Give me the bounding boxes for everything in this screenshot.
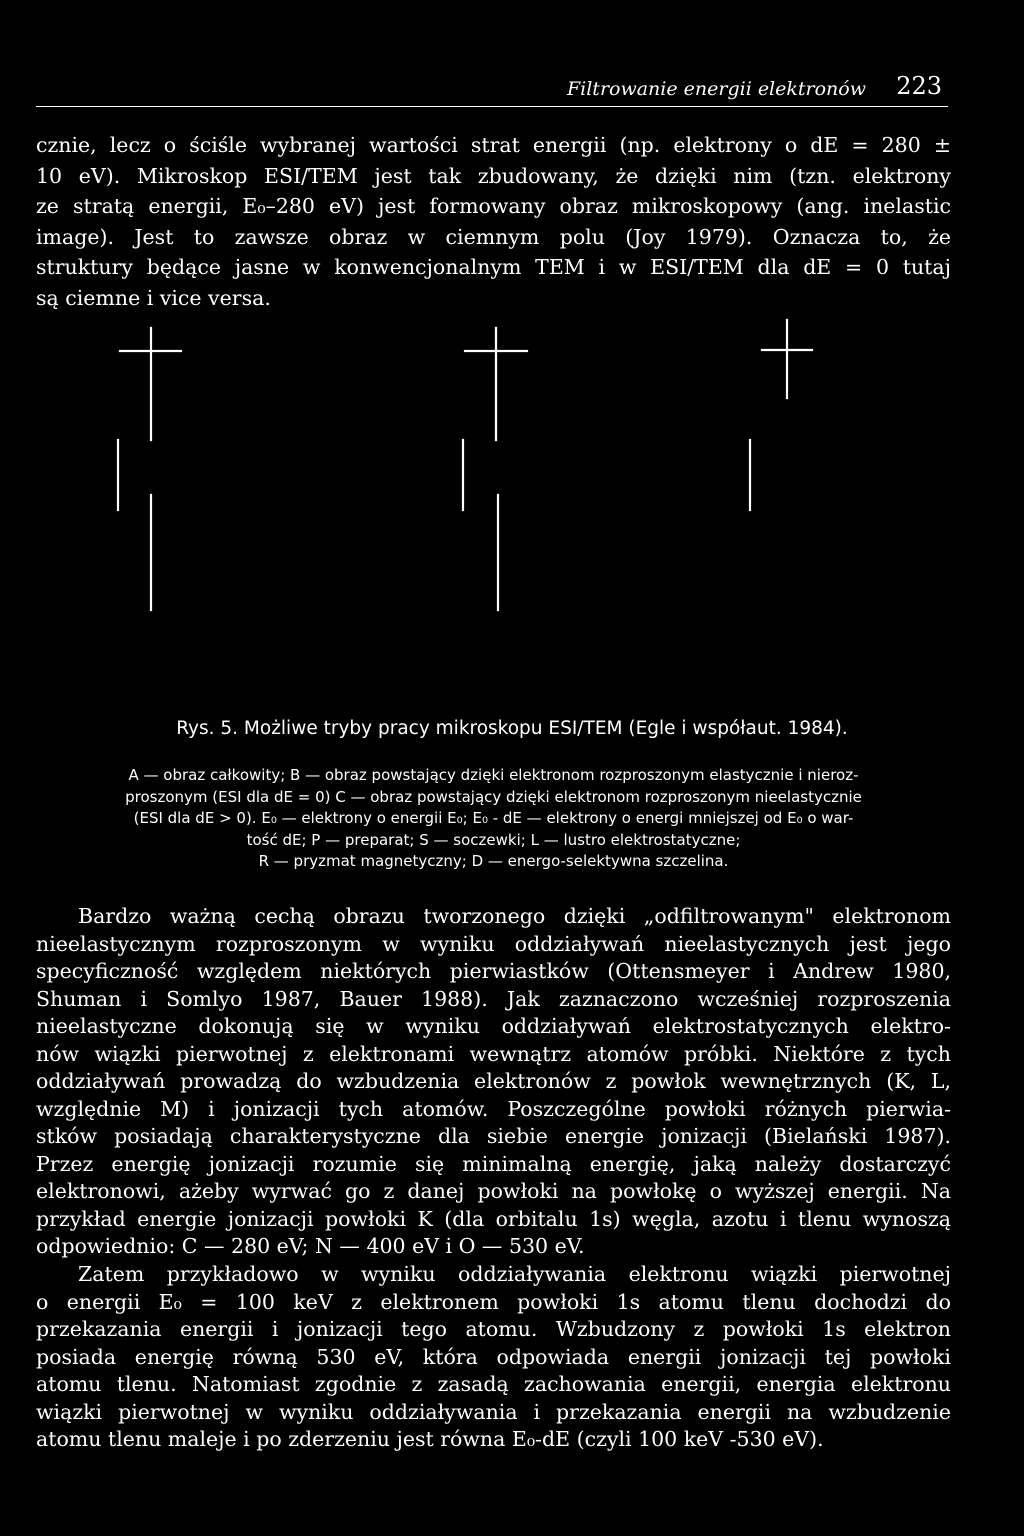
text-line: specyficzność względem niektórych pierwiastków (Ottensmeyer i Andrew 1980, — [36, 959, 951, 983]
text-line: przykład energie jonizacji powłoki K (dla orbitalu 1s) węgla, azotu i tlenu wynoszą — [36, 1206, 951, 1231]
text-line: wiązki pierwotnej w wyniku oddziaływania i przekazania energii na wzbudzenie — [36, 1399, 951, 1424]
text-line: nieelastycznym rozproszonym w wyniku oddziaływań nieelastycznych jest jego — [36, 931, 951, 956]
text-line: o energii E₀ = 100 keV z elektronem powłoki 1s atomu tlenu dochodzi do — [36, 1289, 951, 1314]
text-line: posiada energię równą 530 eV, która odpowiada energii jonizacji tej powłoki — [36, 1344, 951, 1369]
text-line: 10 eV). Mikroskop ESI/TEM jest tak zbudowany, że dzięki nim (tzn. elektrony — [36, 163, 951, 188]
legend-line: A — obraz całkowity; B — obraz powstający dzięki elektronom rozproszonym elastycznie i nieroz- — [128, 766, 859, 784]
text-line: nieelastyczne dokonują się w wyniku oddziaływań elektrostatycznych elektro- — [36, 1014, 951, 1038]
text-line: Shuman i Somlyo 1987, Bauer 1988). Jak zaznaczono wcześniej rozproszenia — [36, 986, 951, 1011]
text-line: image). Jest to zawsze obraz w ciemnym polu (Joy 1979). Oznacza to, że — [36, 224, 951, 249]
figure-diagram — [0, 310, 1024, 710]
text-line: Przez energię jonizacji rozumie się minimalną energię, jaką należy dostarczyć — [36, 1151, 951, 1176]
figure-microscope-modes — [0, 310, 1024, 710]
legend-line: (ESI dla dE > 0). E₀ — elektrony o energii E₀; E₀ - dE — elektrony o energi mniejszej od E₀ o war- — [133, 809, 854, 827]
text-line: względnie M) i jonizacji tych atomów. Poszczególne powłoki różnych pierwia- — [36, 1096, 951, 1121]
text-line: przekazania energii i jonizacji tego atomu. Wzbudzony z powłoki 1s elektron — [36, 1317, 951, 1341]
legend-line: proszonym (ESI dla dE = 0) C — obraz powstający dzięki elektronom rozproszonym nieelastycznie — [125, 787, 862, 806]
text-line: oddziaływań prowadzą do wzbudzenia elektronów z powłok wewnętrznych (K, L, — [36, 1069, 951, 1093]
text-line: elektronowi, ażeby wyrwać go z danej powłoki na powłokę o wyższej energii. Na — [36, 1179, 951, 1203]
body-paragraph-1 — [36, 903, 951, 1261]
text-line: ze stratą energii, E₀–280 eV) jest formowany obraz mikroskopowy (ang. inelastic — [36, 194, 951, 218]
text-line: stków posiadają charakterystyczne dla siebie energie jonizacji (Bielański 1987). — [36, 1124, 951, 1148]
text-line: są ciemne i vice versa. — [36, 285, 271, 310]
text-line: struktury będące jasne w konwencjonalnym TEM i w ESI/TEM dla dE = 0 tutaj — [36, 255, 951, 279]
text-line: cznie, lecz o ściśle wybranej wartości strat energii (np. elektrony o dE = 280 ± — [36, 133, 951, 157]
page-number: 223 — [896, 72, 942, 100]
body-paragraph-2 — [36, 1261, 951, 1454]
text-line: Zatem przykładowo w wyniku oddziaływania elektronu wiązki pierwotnej — [78, 1262, 951, 1286]
legend-line: tość dE; P — preparat; S — soczewki; L — lustro elektrostatyczne; — [246, 830, 741, 849]
text-line: nów wiązki pierwotnej z elektronami wewnątrz atomów próbki. Niektóre z tych — [36, 1041, 951, 1066]
page-header — [36, 70, 948, 107]
running-title: Filtrowanie energii elektronów — [566, 78, 866, 100]
text-line: atomu tlenu. Natomiast zgodnie z zasadą zachowania energii, energia elektronu — [36, 1372, 951, 1396]
beam-diagram-c — [750, 320, 812, 510]
beam-diagram-a — [118, 328, 181, 610]
legend-line: R — pryzmat magnetyczny; D — energo-selektywna szczelina. — [258, 852, 729, 870]
beam-diagram-b — [463, 328, 527, 610]
text-line: odpowiednio: C — 280 eV; N — 400 eV i O — 530 eV. — [36, 1234, 585, 1258]
intro-paragraph — [36, 130, 951, 313]
text-line: Bardzo ważną cechą obrazu tworzonego dzięki „odfiltrowanym" elektronom — [78, 904, 951, 928]
figure-caption-title: Rys. 5. Możliwe tryby pracy mikroskopu ESI/TEM (Egle i współaut. 1984). — [176, 718, 848, 739]
text-line: atomu tlenu maleje i po zderzeniu jest równa E₀-dE (czyli 100 keV -530 eV). — [36, 1427, 824, 1451]
figure-legend — [36, 765, 951, 873]
